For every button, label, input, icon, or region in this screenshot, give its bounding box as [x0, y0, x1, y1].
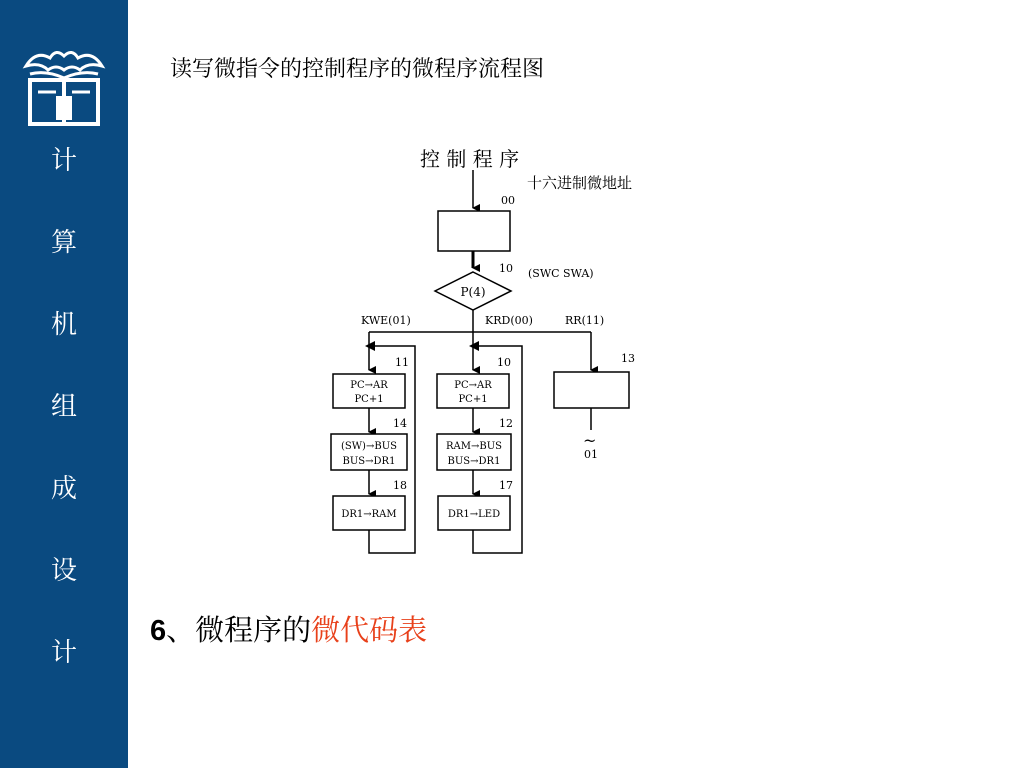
box-text: (SW)→BUS: [341, 441, 397, 452]
box-text: BUS→DR1: [447, 456, 501, 467]
box-text: BUS→DR1: [342, 456, 396, 467]
box-text: DR1→RAM: [341, 509, 397, 520]
microinstruction-box: [438, 211, 510, 251]
address-label: 01: [584, 448, 598, 461]
section-highlight: 微代码表: [311, 613, 428, 647]
branch-label: RR(11): [565, 314, 605, 327]
box-text: PC+1: [458, 394, 488, 405]
address-label: 14: [393, 417, 407, 430]
address-label: 12: [499, 417, 513, 430]
page-title: 读写微指令的控制程序的微程序流程图: [170, 57, 545, 82]
decision-note: (SWC SWA): [528, 267, 594, 280]
microprogram-flowchart: [325, 140, 705, 570]
university-logo-icon: [16, 44, 112, 134]
branch-label: KRD(00): [485, 314, 533, 327]
tilde-mark: ~: [583, 431, 597, 450]
address-label: 11: [395, 356, 409, 369]
branch-label: KWE(01): [361, 314, 411, 327]
address-label: 10: [497, 356, 511, 369]
address-label: 13: [621, 352, 635, 365]
box-text: DR1→LED: [447, 509, 501, 520]
sidebar-char: 计: [50, 146, 77, 176]
loop-arrowhead: [469, 341, 479, 351]
sidebar: [0, 0, 128, 768]
box-text: PC+1: [354, 394, 384, 405]
box-text: PC→AR: [454, 380, 492, 391]
sidebar-char: 设: [50, 556, 77, 586]
address-label: 18: [393, 479, 407, 492]
sidebar-char: 成: [50, 474, 77, 504]
sidebar-char: 机: [50, 310, 77, 340]
loop-arrowhead: [365, 341, 375, 351]
address-label: 10: [499, 262, 513, 275]
sidebar-char: 组: [50, 392, 77, 422]
address-label: 00: [501, 194, 515, 207]
sidebar-char: 算: [50, 228, 77, 258]
box-text: PC→AR: [350, 380, 388, 391]
microinstruction-box: [554, 372, 629, 408]
flowchart-subheading: 十六进制微地址: [527, 174, 633, 192]
section-separator: 、: [166, 613, 196, 647]
box-text: RAM→BUS: [446, 441, 502, 452]
address-label: 17: [499, 479, 513, 492]
decision-label: P(4): [460, 285, 486, 299]
flowchart-heading: 控 制 程 序: [420, 147, 520, 171]
section-text: 微程序的: [195, 613, 312, 647]
section-heading: [150, 608, 427, 649]
sidebar-char: 计: [50, 638, 77, 668]
section-number: 6: [150, 615, 167, 647]
